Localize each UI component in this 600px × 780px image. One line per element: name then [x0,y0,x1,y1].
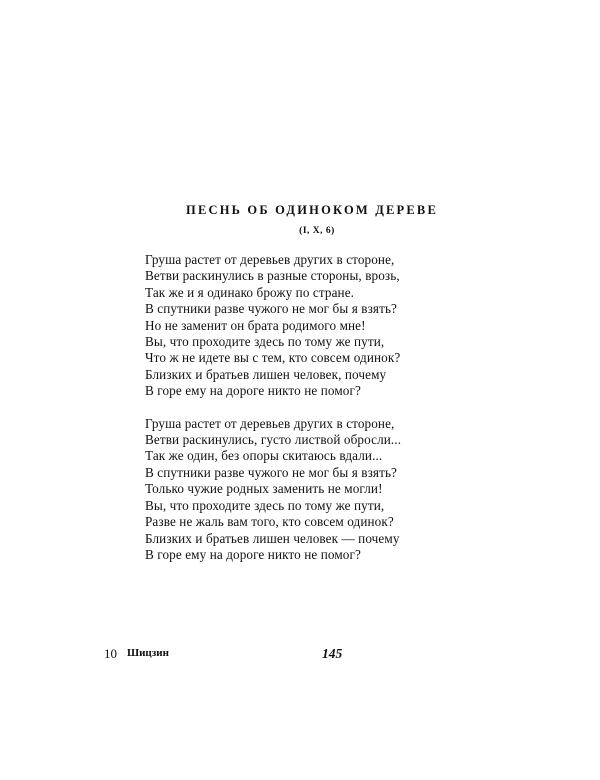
poem-line: Груша растет от деревьев других в стороне, [145,415,395,431]
stanza-1 [145,252,465,400]
poem-reference: (I, X, 6) [299,226,335,236]
poem-title: ПЕСНЬ ОБ ОДИНОКОМ ДЕРЕВЕ [186,203,438,217]
poem-line: Разве не жаль вам того, кто совсем одинок? [145,514,394,530]
poem-line: В горе ему на дороге никто не помог? [145,383,361,399]
poem-line: Что ж не идете вы с тем, кто совсем одинок? [145,350,401,366]
poem-line: Но не заменит он брата родимого мне! [145,317,366,333]
poem-line: Ветви раскинулись, густо листвой обросли... [145,432,402,448]
poem-line: В спутники разве чужого не мог бы я взять? [145,464,398,480]
page-footer [0,646,600,664]
poem-line: Только чужие родных заменить не могли! [145,481,383,497]
poem-line: Так же один, без опоры скитаюсь вдали... [145,448,383,464]
signature-name: Шицзин [127,647,169,659]
poem-body [145,252,465,563]
poem-line: Вы, что проходите здесь по тому же пути, [145,334,385,350]
page-number: 145 [322,646,343,661]
poem-line: Так же и я одинако брожу по стране. [145,284,355,300]
poem-line: Близких и братьев лишен человек, почему [145,366,387,382]
poem-line: Вы, что проходите здесь по тому же пути, [145,497,385,513]
stanza-2 [145,416,465,564]
signature-number: 10 [104,646,117,661]
poem-line: Груша растет от деревьев других в стороне, [145,252,395,267]
poem-line: Ветви раскинулись в разные стороны, врозь, [145,268,400,284]
poem-line: В горе ему на дороге никто не помог? [145,546,361,562]
poem-line: Близких и братьев лишен человек — почему [145,530,400,546]
poem-line: В спутники разве чужого не мог бы я взять? [145,301,398,317]
